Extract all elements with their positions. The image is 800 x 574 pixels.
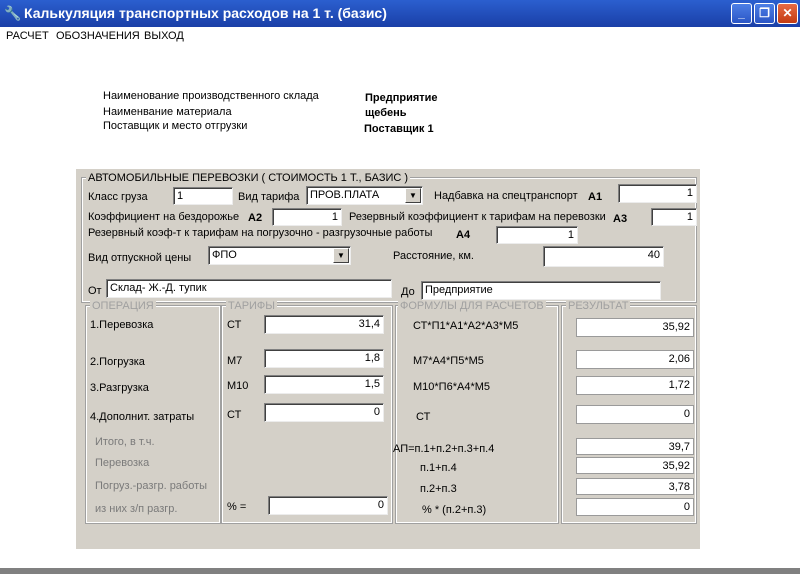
percent-label: % = (227, 501, 247, 513)
to-input[interactable]: Предприятие (421, 281, 661, 300)
summary-loading-label: Погруз.-разгр. работы (95, 480, 208, 492)
op-loading-label: 2.Погрузка (90, 356, 145, 368)
price-type-label: Вид отпускной цены (88, 252, 192, 264)
a4-label: А4 (456, 229, 471, 241)
tariffs-header: ТАРИФЫ (228, 300, 276, 312)
from-label: От (88, 285, 102, 297)
summary-total-label: Итого, в т.ч. (95, 436, 155, 448)
a3-label: А3 (613, 213, 628, 225)
distance-input[interactable]: 40 (543, 246, 664, 267)
tariff-unloading-input[interactable]: 1,5 (264, 375, 384, 394)
result-extra: 0 (576, 405, 694, 424)
tariff-extra-input[interactable]: 0 (264, 403, 384, 422)
code-extra: СТ (227, 409, 242, 421)
a3-input[interactable]: 1 (651, 208, 697, 226)
a4-input[interactable]: 1 (496, 226, 578, 244)
to-label: До (401, 286, 415, 298)
op-extra-label: 4.Дополнит. затраты (90, 411, 195, 423)
a2-label: А2 (248, 212, 263, 224)
reserve-transport-label: Резервный коэффициент к тарифам на перевозки (349, 211, 606, 223)
price-type-select[interactable]: ФПО ▼ (208, 246, 351, 265)
menu-legend[interactable]: ОБОЗНАЧЕНИЯ (56, 30, 140, 42)
supplier-value: Поставщик 1 (364, 123, 434, 135)
formula-wages: % * (п.2+п.3) (422, 504, 487, 516)
minimize-button[interactable]: _ (731, 3, 752, 24)
distance-label: Расстояние, км. (393, 250, 474, 262)
cargo-class-label: Класс груза (88, 191, 148, 203)
code-unloading: М10 (227, 380, 249, 392)
formula-total: АП=п.1+п.2+п.3+п.4 (393, 443, 495, 455)
op-unloading-label: 3.Разгрузка (90, 382, 149, 394)
wrench-icon[interactable]: 🔧 (4, 5, 22, 21)
tariff-loading-input[interactable]: 1,8 (264, 349, 384, 368)
result-total: 39,7 (576, 438, 694, 455)
chevron-down-icon[interactable]: ▼ (405, 188, 421, 203)
code-transport: СТ (227, 319, 242, 331)
close-button[interactable]: ✕ (777, 3, 798, 24)
material-label: Наименвание материала (103, 106, 232, 118)
result-transport-sum: 35,92 (576, 457, 694, 474)
window-title: Калькуляция транспортных расходов на 1 т. (базис) (24, 5, 387, 21)
a1-input[interactable]: 1 (618, 184, 697, 203)
auto-legend: АВТОМОБИЛЬНЫЕ ПЕРЕВОЗКИ ( СТОИМОСТЬ 1 Т., БАЗИС ) (88, 172, 409, 184)
percent-input[interactable]: 0 (268, 496, 388, 515)
offroad-label: Коэффициент на бездорожье (88, 211, 240, 223)
warehouse-value: Предприятие (365, 92, 438, 104)
bottom-border (0, 568, 800, 574)
formulas-header: ФОРМУЛЫ ДЛЯ РАСЧЕТОВ (400, 300, 544, 312)
tariff-type-label: Вид тарифа (238, 191, 300, 203)
cargo-class-input[interactable]: 1 (173, 187, 233, 205)
menu-bar (0, 27, 800, 45)
supplier-label: Поставщик и место отгрузки (103, 120, 248, 132)
tariff-type-select[interactable]: ПРОВ.ПЛАТА ▼ (306, 186, 423, 205)
summary-wages-label: из них з/п разгр. (95, 503, 178, 515)
menu-exit[interactable]: ВЫХОД (144, 30, 184, 42)
a1-label: А1 (588, 191, 603, 203)
reserve-loading-label: Резервный коэф-т к тарифам на погрузочно - разгрузочные работы (88, 227, 433, 239)
result-header: РЕЗУЛЬТАТ (568, 300, 629, 312)
formula-unloading: М10*П6*А4*М5 (413, 381, 490, 393)
chevron-down-icon[interactable]: ▼ (333, 248, 349, 263)
formula-transport: СТ*П1*А1*А2*А3*М5 (413, 320, 519, 332)
summary-transport-label: Перевозка (95, 457, 150, 469)
code-loading: М7 (227, 355, 243, 367)
result-wages: 0 (576, 498, 694, 516)
restore-button[interactable]: ❐ (754, 3, 775, 24)
tariff-transport-input[interactable]: 31,4 (264, 315, 384, 334)
warehouse-label: Наименование производственного склада (103, 90, 319, 102)
title-bar (0, 0, 800, 27)
a2-input[interactable]: 1 (272, 208, 342, 226)
material-value: щебень (365, 107, 407, 119)
op-transport-label: 1.Перевозка (90, 319, 154, 331)
special-surcharge-label: Надбавка на спецтранспорт (434, 190, 578, 202)
result-loading: 2,06 (576, 350, 694, 369)
formula-transport-sum: п.1+п.4 (420, 462, 457, 474)
result-transport: 35,92 (576, 318, 694, 337)
result-loading-sum: 3,78 (576, 478, 694, 495)
formula-extra: СТ (416, 411, 431, 423)
result-unloading: 1,72 (576, 376, 694, 395)
menu-calc[interactable]: РАСЧЕТ (6, 30, 49, 42)
from-input[interactable]: Склад- Ж.-Д. тупик (106, 279, 392, 298)
operation-header: ОПЕРАЦИЯ (92, 300, 154, 312)
formula-loading: М7*А4*П5*М5 (413, 355, 484, 367)
formula-loading-sum: п.2+п.3 (420, 483, 457, 495)
